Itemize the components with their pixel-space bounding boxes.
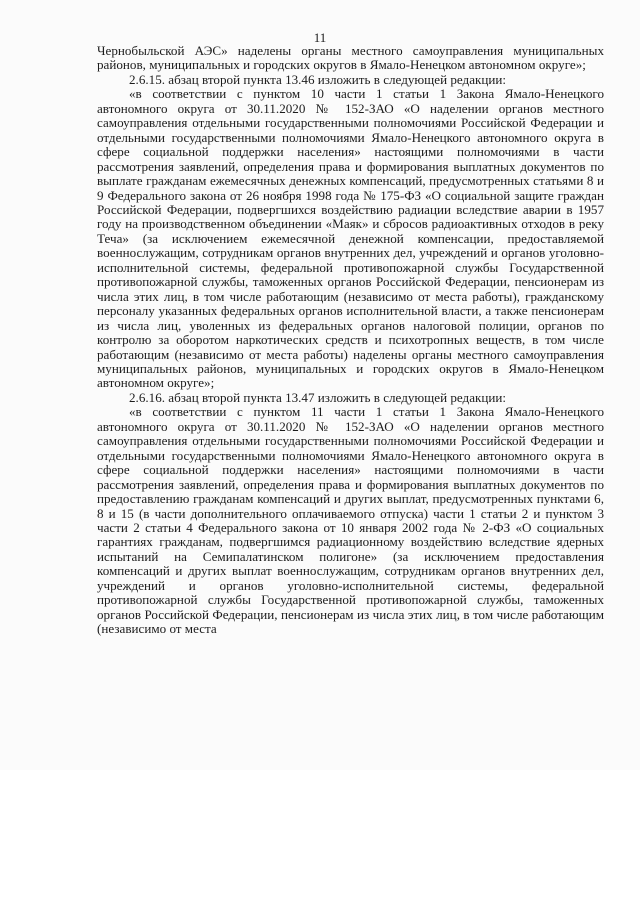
paragraph-quote-13-47: «в соответствии с пунктом 11 части 1 статьи 1 Закона Ямало-Ненецкого автономного округа от 30.11.2020 № 152-ЗАО «О наделении органов местного самоуправления отдельными государственными полномочиями Российской Федерации и отдельными государственными полномочиями Ямало-Ненецкого автономного округа в сфере социальной поддержки населения» настоящими полномочиями в части рассмотрения заявлений, определения права и формирования выплатных документов по предоставлению гражданам компенсаций и других выплат, предусмотренных пунктами 6, 8 и 15 (в части дополнительного оплачиваемого отпуска) части 1 статьи 2 и пунктом 3 части 2 статьи 4 Федерального закона от 10 января 2002 года № 2-ФЗ «О социальных гарантиях гражданам, подвергшимся радиационному воздействию вследствие ядерных испытаний на Семипалатинском полигоне» (за исключением предоставления компенсаций и других выплат военнослужащим, сотрудникам органов внутренних дел, учреждений и органов уголовно-исполнительной системы, федеральной противопожарной службы Государственной противопожарной службы, таможенных органов Российской Федерации, пенсионерам из числа этих лиц, в том числе работающим (независимо от места (97, 404, 604, 637)
paragraph-item-2-6-15: 2.6.15. абзац второй пункта 13.46 изложить в следующей редакции: (129, 71, 507, 87)
paragraph-continuation: Чернобыльской АЭС» наделены органы местного самоуправления муниципальных районов, муниципальных и городских округов в Ямало-Ненецком автономном округе»; (97, 43, 604, 73)
document-body (97, 44, 604, 637)
paragraph-quote-13-46: «в соответствии с пунктом 10 части 1 статьи 1 Закона Ямало-Ненецкого автономного округа от 30.11.2020 № 152-ЗАО «О наделении органов местного самоуправления отдельными государственными полномочиями Российской Федерации и отдельными государственными полномочиями Ямало-Ненецкого автономного округа в сфере социальной поддержки населения» настоящими полномочиями в части рассмотрения заявлений, определения права и формирования выплатных документов по выплате гражданам ежемесячных денежных компенсаций, предусмотренных статьями 8 и 9 Федерального закона от 26 ноября 1998 года № 175-ФЗ «О социальной защите граждан Российской Федерации, подвергшихся воздействию радиации вследствие аварии в 1957 году на производственном объединении «Маяк» и сбросов радиоактивных отходов в реку Теча» (за исключением ежемесячной денежной компенсации, предоставляемой военнослужащим, сотрудникам органов внутренних дел, учреждений и органов уголовно-исполнительной системы, федеральной противопожарной службы Государственной противопожарной службы, таможенных органов Российской Федерации, пенсионерам из числа этих лиц, в том числе работающим (независимо от места работы), гражданскому персоналу указанных федеральных органов исполнительной власти, а также пенсионерам из числа лиц, уволенных из федеральных органов налоговой полиции, органов по контролю за оборотом наркотических средств и психотропных веществ, в том числе работающим (независимо от места работы) наделены органы местного самоуправления муниципальных районов, муниципальных и городских округов в Ямало-Ненецком автономном округе»; (97, 86, 604, 391)
blank-area (0, 770, 640, 905)
page-number: 11 (313, 30, 327, 45)
paragraph-item-2-6-16: 2.6.16. абзац второй пункта 13.47 изложить в следующей редакции: (129, 389, 507, 405)
